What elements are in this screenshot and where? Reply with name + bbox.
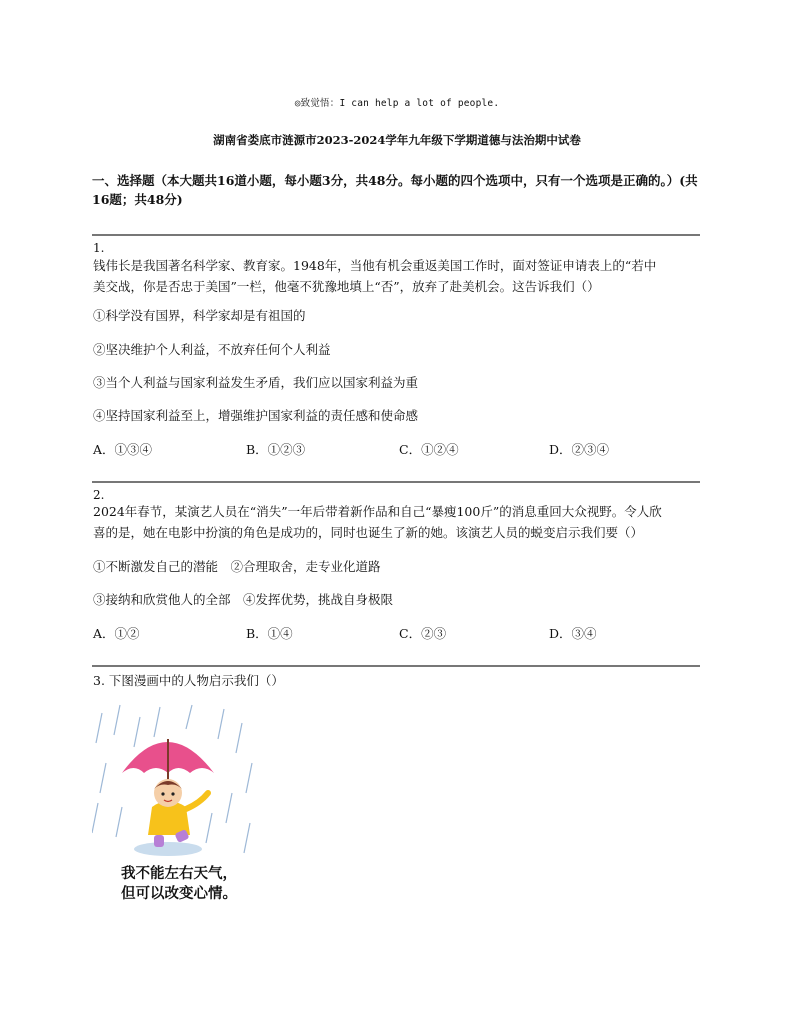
option-a[interactable]: A．①②	[93, 626, 140, 641]
question-stem-line: 钱伟长是我国著名科学家、教育家。1948年，当他有机会重返美国工作时，面对签证申请表上的“若中	[93, 258, 657, 273]
question-stem: 3. 下图漫画中的人物启示我们（）	[93, 673, 284, 688]
cartoon-caption-line: 我不能左右天气，	[121, 866, 237, 882]
option-b[interactable]: B．①②③	[246, 442, 306, 457]
option-b[interactable]: B．①④	[246, 626, 293, 641]
statement: ③当个人利益与国家利益发生矛盾，我们应以国家利益为重	[93, 375, 419, 390]
section-heading: 一、选择题（本大题共16道小题，每小题3分，共48分。每小题的四个选项中，只有一个选项是正确的。）(共16题；共48分)	[92, 173, 698, 207]
question-stem-line: 2024年春节，某演艺人员在“消失”一年后带着新作品和自己“暴瘦100斤”的消息重回大众视野。令人欣	[93, 504, 662, 519]
statement: ①科学没有国界，科学家却是有祖国的	[93, 308, 306, 323]
puddle-icon	[134, 842, 202, 856]
question-stem-line: 美交战，你是否忠于美国”一栏，他毫不犹豫地填上“否”，放弃了赴美机会。这告诉我们（）	[93, 279, 600, 294]
question-number: 2.	[93, 488, 105, 502]
question-number: 1.	[93, 241, 105, 255]
option-d[interactable]: D．③④	[549, 626, 597, 641]
statement: ②坚决维护个人利益，不放弃任何个人利益	[93, 342, 331, 357]
question-stem-line: 喜的是，她在电影中扮演的角色是成功的，同时也诞生了新的她。该演艺人员的蜕变启示我们要（）	[93, 525, 644, 540]
question-divider	[92, 665, 700, 667]
statement: ③接纳和欣赏他人的全部 ④发挥优势，挑战自身极限	[93, 592, 394, 607]
question-stem	[93, 255, 705, 297]
option-d[interactable]: D．②③④	[549, 442, 610, 457]
question-stem	[93, 501, 705, 543]
option-a[interactable]: A．①③④	[93, 442, 153, 457]
cartoon-caption-line: 但可以改变心情。	[121, 886, 237, 902]
option-c[interactable]: C．②③	[399, 626, 447, 641]
exam-title: 湖南省娄底市涟源市2023-2024学年九年级下学期道德与法治期中试卷	[213, 133, 581, 147]
cartoon-illustration	[92, 703, 262, 863]
boot-icon	[154, 835, 164, 847]
option-c[interactable]: C．①②④	[399, 442, 459, 457]
question-divider	[92, 234, 700, 236]
statement: ①不断激发自己的潜能 ②合理取舍，走专业化道路	[93, 559, 381, 574]
question-divider	[92, 481, 700, 483]
watermark-header: ◎致觉悟：I can help a lot of people.	[294, 98, 500, 109]
statement: ④坚持国家利益至上，增强维护国家利益的责任感和使命感	[93, 408, 419, 423]
